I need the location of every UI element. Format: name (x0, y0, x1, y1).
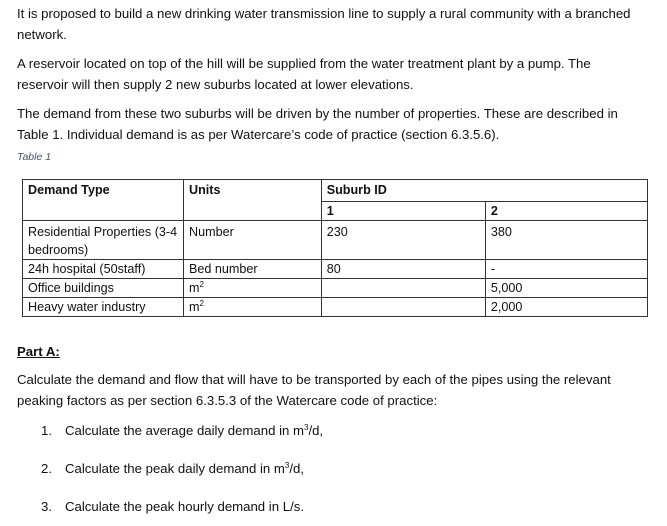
cell-suburb-1 (321, 279, 485, 298)
cell-units: Number (184, 221, 322, 260)
cell-suburb-1: 230 (321, 221, 485, 260)
cell-units (184, 279, 322, 298)
list-text: Calculate the peak hourly demand in L/s. (65, 499, 304, 514)
part-a-intro: Calculate the demand and flow that will have to be transported by each of the pipes using the relevant peaking factors as per section 6.3.5.3 of the Watercare code of practice: (17, 372, 611, 408)
cell-demand-type: Office buildings (23, 279, 184, 298)
units-text: m (189, 300, 200, 314)
units-superscript: 2 (199, 299, 204, 308)
table-row (23, 221, 648, 260)
header-units: Units (184, 180, 322, 221)
units-superscript: 2 (199, 280, 204, 289)
table-row (23, 260, 648, 279)
cell-demand-type: Residential Properties (3-4 bedrooms) (23, 221, 184, 260)
header-suburb-id: Suburb ID (321, 180, 647, 202)
cell-suburb-2: 5,000 (485, 279, 647, 298)
list-number: 1. (41, 423, 52, 438)
reservoir-paragraph: A reservoir located on top of the hill will be supplied from the water treatment plant by a pump. The reservoir will then supply 2 new suburbs located at lower elevations. (17, 56, 591, 92)
cell-suburb-2: - (485, 260, 647, 279)
list-item (41, 458, 304, 479)
table-row (23, 298, 648, 317)
table-row (23, 279, 648, 298)
list-number: 3. (41, 499, 52, 514)
list-item (41, 420, 323, 441)
table-caption: Table 1 (17, 151, 52, 163)
table-header-row (23, 180, 648, 202)
list-item (41, 496, 304, 517)
list-superscript: 3 (284, 461, 290, 470)
cell-suburb-2: 2,000 (485, 298, 647, 317)
cell-suburb-2: 380 (485, 221, 647, 260)
header-suburb-1: 1 (321, 202, 485, 221)
demand-paragraph: The demand from these two suburbs will be driven by the number of properties. These are described in Table 1. Individual demand is as per Watercare’s code of practice (section 6.3.5.6). (17, 106, 618, 142)
part-a-heading: Part A: (17, 344, 60, 359)
units-text: m (189, 281, 200, 295)
list-text: Calculate the peak daily demand in m (65, 461, 285, 476)
cell-suburb-1: 80 (321, 260, 485, 279)
list-superscript: 3 (303, 423, 309, 432)
list-text-suffix: /d, (308, 423, 324, 438)
intro-paragraph: It is proposed to build a new drinking water transmission line to supply a rural community with a branched network. (17, 6, 631, 42)
cell-units (184, 298, 322, 317)
cell-demand-type: 24h hospital (50staff) (23, 260, 184, 279)
list-text: Calculate the average daily demand in m (65, 423, 304, 438)
demand-table (22, 179, 648, 317)
header-demand-type: Demand Type (23, 180, 184, 221)
cell-units: Bed number (184, 260, 322, 279)
list-text-suffix: /d, (289, 461, 305, 476)
header-suburb-2: 2 (485, 202, 647, 221)
cell-suburb-1 (321, 298, 485, 317)
cell-demand-type: Heavy water industry (23, 298, 184, 317)
list-number: 2. (41, 461, 52, 476)
